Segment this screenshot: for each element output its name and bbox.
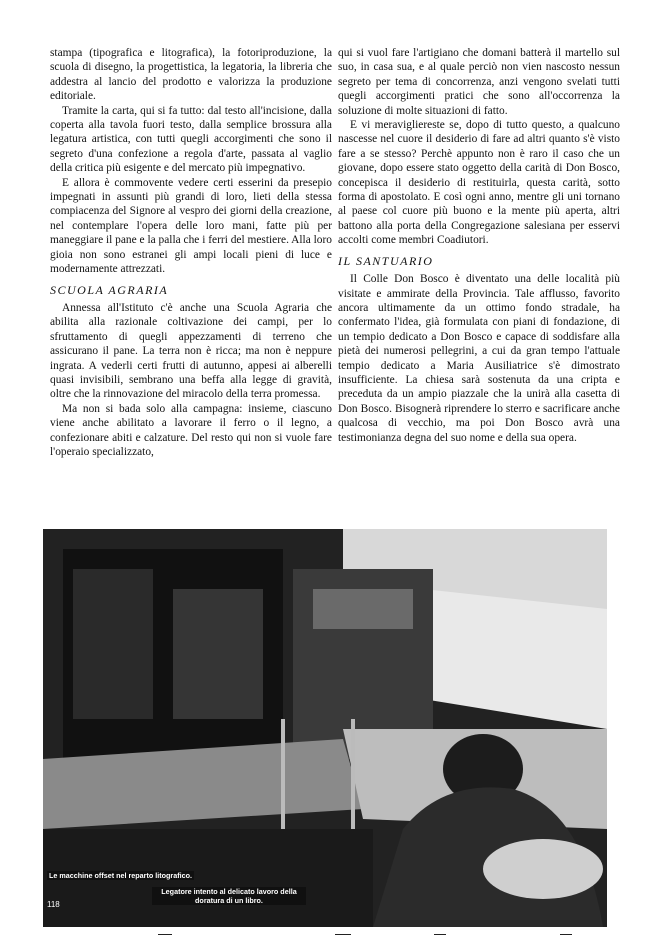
divider bbox=[560, 934, 572, 935]
left-column bbox=[50, 46, 332, 459]
divider bbox=[158, 934, 172, 935]
paragraph: Tramite la carta, qui si fa tutto: dal testo all'incisione, dalla coperta alla tavola fuori testo, dalla semplice brossura alla legatura artistica, con tutti quegli accorgimenti che sono il segreto d'una confezione a regola d'arte, passata al vaglio della critica più esigente e del mercato più impegnativo. bbox=[50, 104, 332, 175]
section-title-scuola-agraria: SCUOLA AGRARIA bbox=[50, 282, 169, 297]
section-title-santuario: IL SANTUARIO bbox=[338, 253, 434, 268]
paragraph: stampa (tipografica e litografica), la fotoriproduzione, la scuola di disegno, la progettistica, la legatoria, la libreria che addestra al lancio del prodotto e valorizza la produzione editoriale. bbox=[50, 47, 332, 103]
paragraph: Annessa all'Istituto c'è anche una Scuola Agraria che abilita alla razionale coltivazione dei campi, per lo sfruttamento di quegli appezzamenti di terreno che assicurano il pane. La terra non è ricca; ma non è neppure ingrata. A vederli certi frutti di autunno, appesi ai alberelli quasi invisibili, sembrano una beffa alla legge di gravità, oltre che la rinnovazione del miracolo della terra promessa. bbox=[50, 301, 332, 401]
paragraph: E vi meravigliereste se, dopo di tutto questo, a qualcuno nascesse nel cuore il desiderio di fare ad altri quanto s'è visto fare a se stesso? Perchè appunto non è raro il caso che un giovane, dopo essere stato oggetto della carità di Don Bosco, concepisca il desiderio di restituirla, questa carità, sotto forma di apostolato. E così ogni anno, mentre gli uni tornano al paese col cuore più buono e la mente più aperta, altri battono alla porta della Congregazione salesiana per esservi accolti come membri Coadiutori. bbox=[338, 119, 620, 247]
paragraph: Il Colle Don Bosco è diventato una delle località più visitate e ammirate della Provincia. Tale afflusso, favorito ancora ultimamente da un ottimo fondo stradale, ha confermato l'idea, già formulata con piani di fondazione, di un tempio dedicato a Don Bosco e capace di soddisfare alla pietà dei numerosi pellegrini, a cui da gran tempo l'attuale tempio dedicato a Maria Ausiliatrice s'è dimostrato insufficiente. La chiesa sarà sostenuta da una cripta e preceduta da un ampio piazzale che la unirà alla casetta di Don Bosco. Bisognerà riprendere lo sterro e sacrificare anche qualcosa di vecchio, ma poi Don Bosco avrà una testimonianza degna del suo nome e della sua opera. bbox=[338, 273, 620, 444]
divider bbox=[434, 934, 446, 935]
paragraph: Ma non si bada solo alla campagna: insieme, ciascuno viene anche abilitato a lavorare il ferro o il legno, a confezionare abiti e calzature. Del resto qui non si vuole fare l'operaio specializzato, bbox=[50, 402, 332, 458]
workshop-photo bbox=[43, 529, 607, 927]
photo-caption-left: Le macchine offset nel reparto litografico. bbox=[49, 871, 192, 880]
paragraph: E allora è commovente vedere certi esserini da presepio impegnati in assunti più grandi di loro, lieti della stessa compiacenza del Signore al vespro dei giorni della creazione, nel contemplare l'opera delle loro mani, fatte più per maneggiare il pane e la palla che i ferri del mestiere. Alla loro gioia non sono estranei gli ampi locali pieni di luce e modernamente attrezzati. bbox=[50, 176, 332, 276]
right-column bbox=[338, 46, 620, 445]
photo-caption-right: Legatore intento al delicato lavoro della doratura di un libro. bbox=[152, 887, 306, 905]
page-number: 118 bbox=[47, 900, 60, 909]
paragraph: qui si vuol fare l'artigiano che domani batterà il martello sul suo, in casa sua, e al quale perciò non vien nascosto nessun segreto per tema di concorrenza, anzi vengono svelati tutti quegli accorgimenti pratici che sono all'occorrenza la soluzione di molte situazioni di fatto. bbox=[338, 47, 620, 117]
divider bbox=[335, 934, 351, 935]
photo-illustration bbox=[43, 529, 607, 927]
